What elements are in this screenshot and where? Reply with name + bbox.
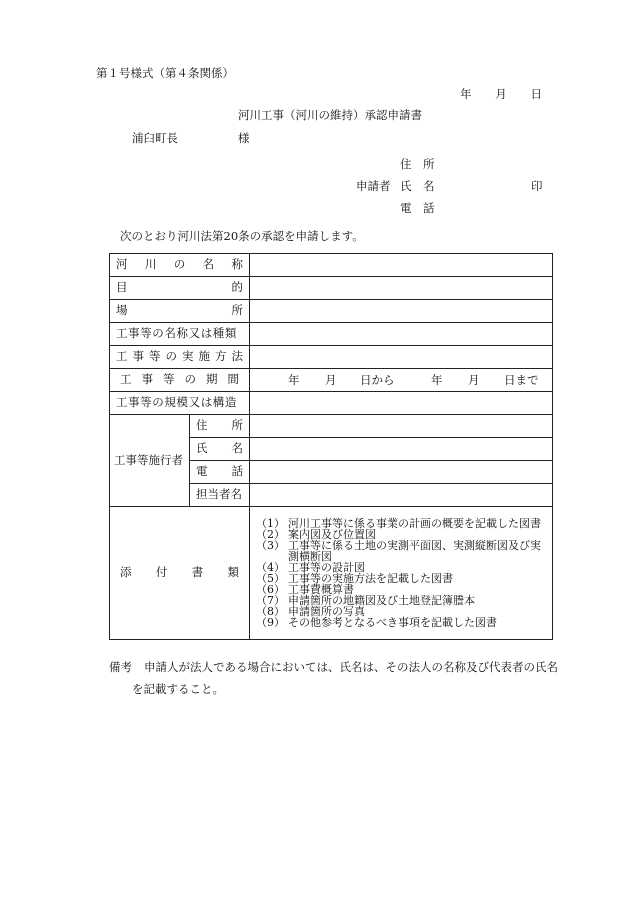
period-end-day: 日まで [504,373,539,387]
work-name-field[interactable] [250,323,553,346]
row-method [110,346,553,369]
remarks-line-1: 申請人が法人である場合においては、氏名は、その法人の名称及び代表者の氏名 [144,660,558,674]
period-start-year: 年 [288,373,300,387]
scale-label: 工事等の規模又は構造 [110,392,250,415]
contractor-label: 工事等施行者 [110,415,190,507]
contractor-address-field[interactable] [250,415,553,438]
place-label: 場 所 [110,300,250,323]
date-line [460,89,542,101]
date-day: 日 [530,87,542,101]
applicant-label: 申請者 [356,179,391,193]
applicant-address-label: 住 所 [400,157,435,171]
attachment-item: （2） 案内図及び位置図 [256,528,376,541]
remarks-line-2: を記載すること。 [132,682,224,696]
place-field[interactable] [250,300,553,323]
purpose-field[interactable] [250,277,553,300]
work-name-label: 工事等の名称又は種類 [110,323,250,346]
attachment-item: （6） 工事費概算書 [256,583,354,596]
attachment-item: （7） 申請箇所の地籍図及び土地登記簿謄本 [256,594,475,607]
attachment-item: （4） 工事等の設計図 [256,561,365,574]
row-purpose [110,277,553,300]
method-label: 工 事 等 の 実 施 方 法 [110,346,250,369]
contractor-person-field[interactable] [250,484,553,507]
period-end-month: 月 [468,373,480,387]
scale-field[interactable] [250,392,553,415]
attachment-item: （9） その他参考となるべき事項を記載した図書 [256,616,497,629]
river-name-field[interactable] [250,254,553,277]
application-table [109,253,553,640]
contractor-phone-field[interactable] [250,461,553,484]
honorific: 様 [238,131,250,145]
river-name-label: 河 川 の 名 称 [110,254,250,277]
row-place [110,300,553,323]
form-number: 第１号様式（第４条関係） [96,66,234,80]
attachment-item: （1） 河川工事等に係る事業の計画の概要を記載した図書 [256,517,541,530]
attachments-list [250,507,553,640]
row-work-name [110,323,553,346]
applicant-phone-label: 電 話 [400,201,435,215]
attachment-item: （8） 申請箇所の写真 [256,605,365,618]
applicant-name-label: 氏 名 [400,179,435,193]
method-field[interactable] [250,346,553,369]
purpose-label: 目 的 [110,277,250,300]
date-month: 月 [495,87,507,101]
attachments-label: 添 付 書 類 [110,507,250,640]
addressee: 浦臼町長 [132,131,178,145]
contractor-name-field[interactable] [250,438,553,461]
period-label: 工 事 等 の 期 間 [110,369,250,392]
contractor-phone-label: 電 話 [190,461,250,484]
row-period [110,369,553,392]
attachment-item: （3） 工事等に係る土地の実測平面図、実測縦断図及び実測横断図 [256,539,541,563]
row-river-name [110,254,553,277]
contractor-name-label: 氏 名 [190,438,250,461]
intro-text: 次のとおり河川法第20条の承認を申請します。 [120,229,364,243]
row-attachments [110,507,553,640]
date-year: 年 [460,87,472,101]
period-start-day: 日から [360,373,395,387]
remarks-label: 備考 [109,660,132,674]
period-field[interactable] [250,369,553,392]
period-end-year: 年 [431,373,443,387]
period-start-month: 月 [325,373,337,387]
contractor-person-label: 担当者名 [190,484,250,507]
attachment-item: （5） 工事等の実施方法を記載した図書 [256,572,453,585]
row-contractor-address [110,415,553,438]
contractor-address-label: 住 所 [190,415,250,438]
seal-mark: 印 [531,179,543,193]
document-title: 河川工事（河川の維持）承認申請書 [238,108,422,122]
row-scale [110,392,553,415]
